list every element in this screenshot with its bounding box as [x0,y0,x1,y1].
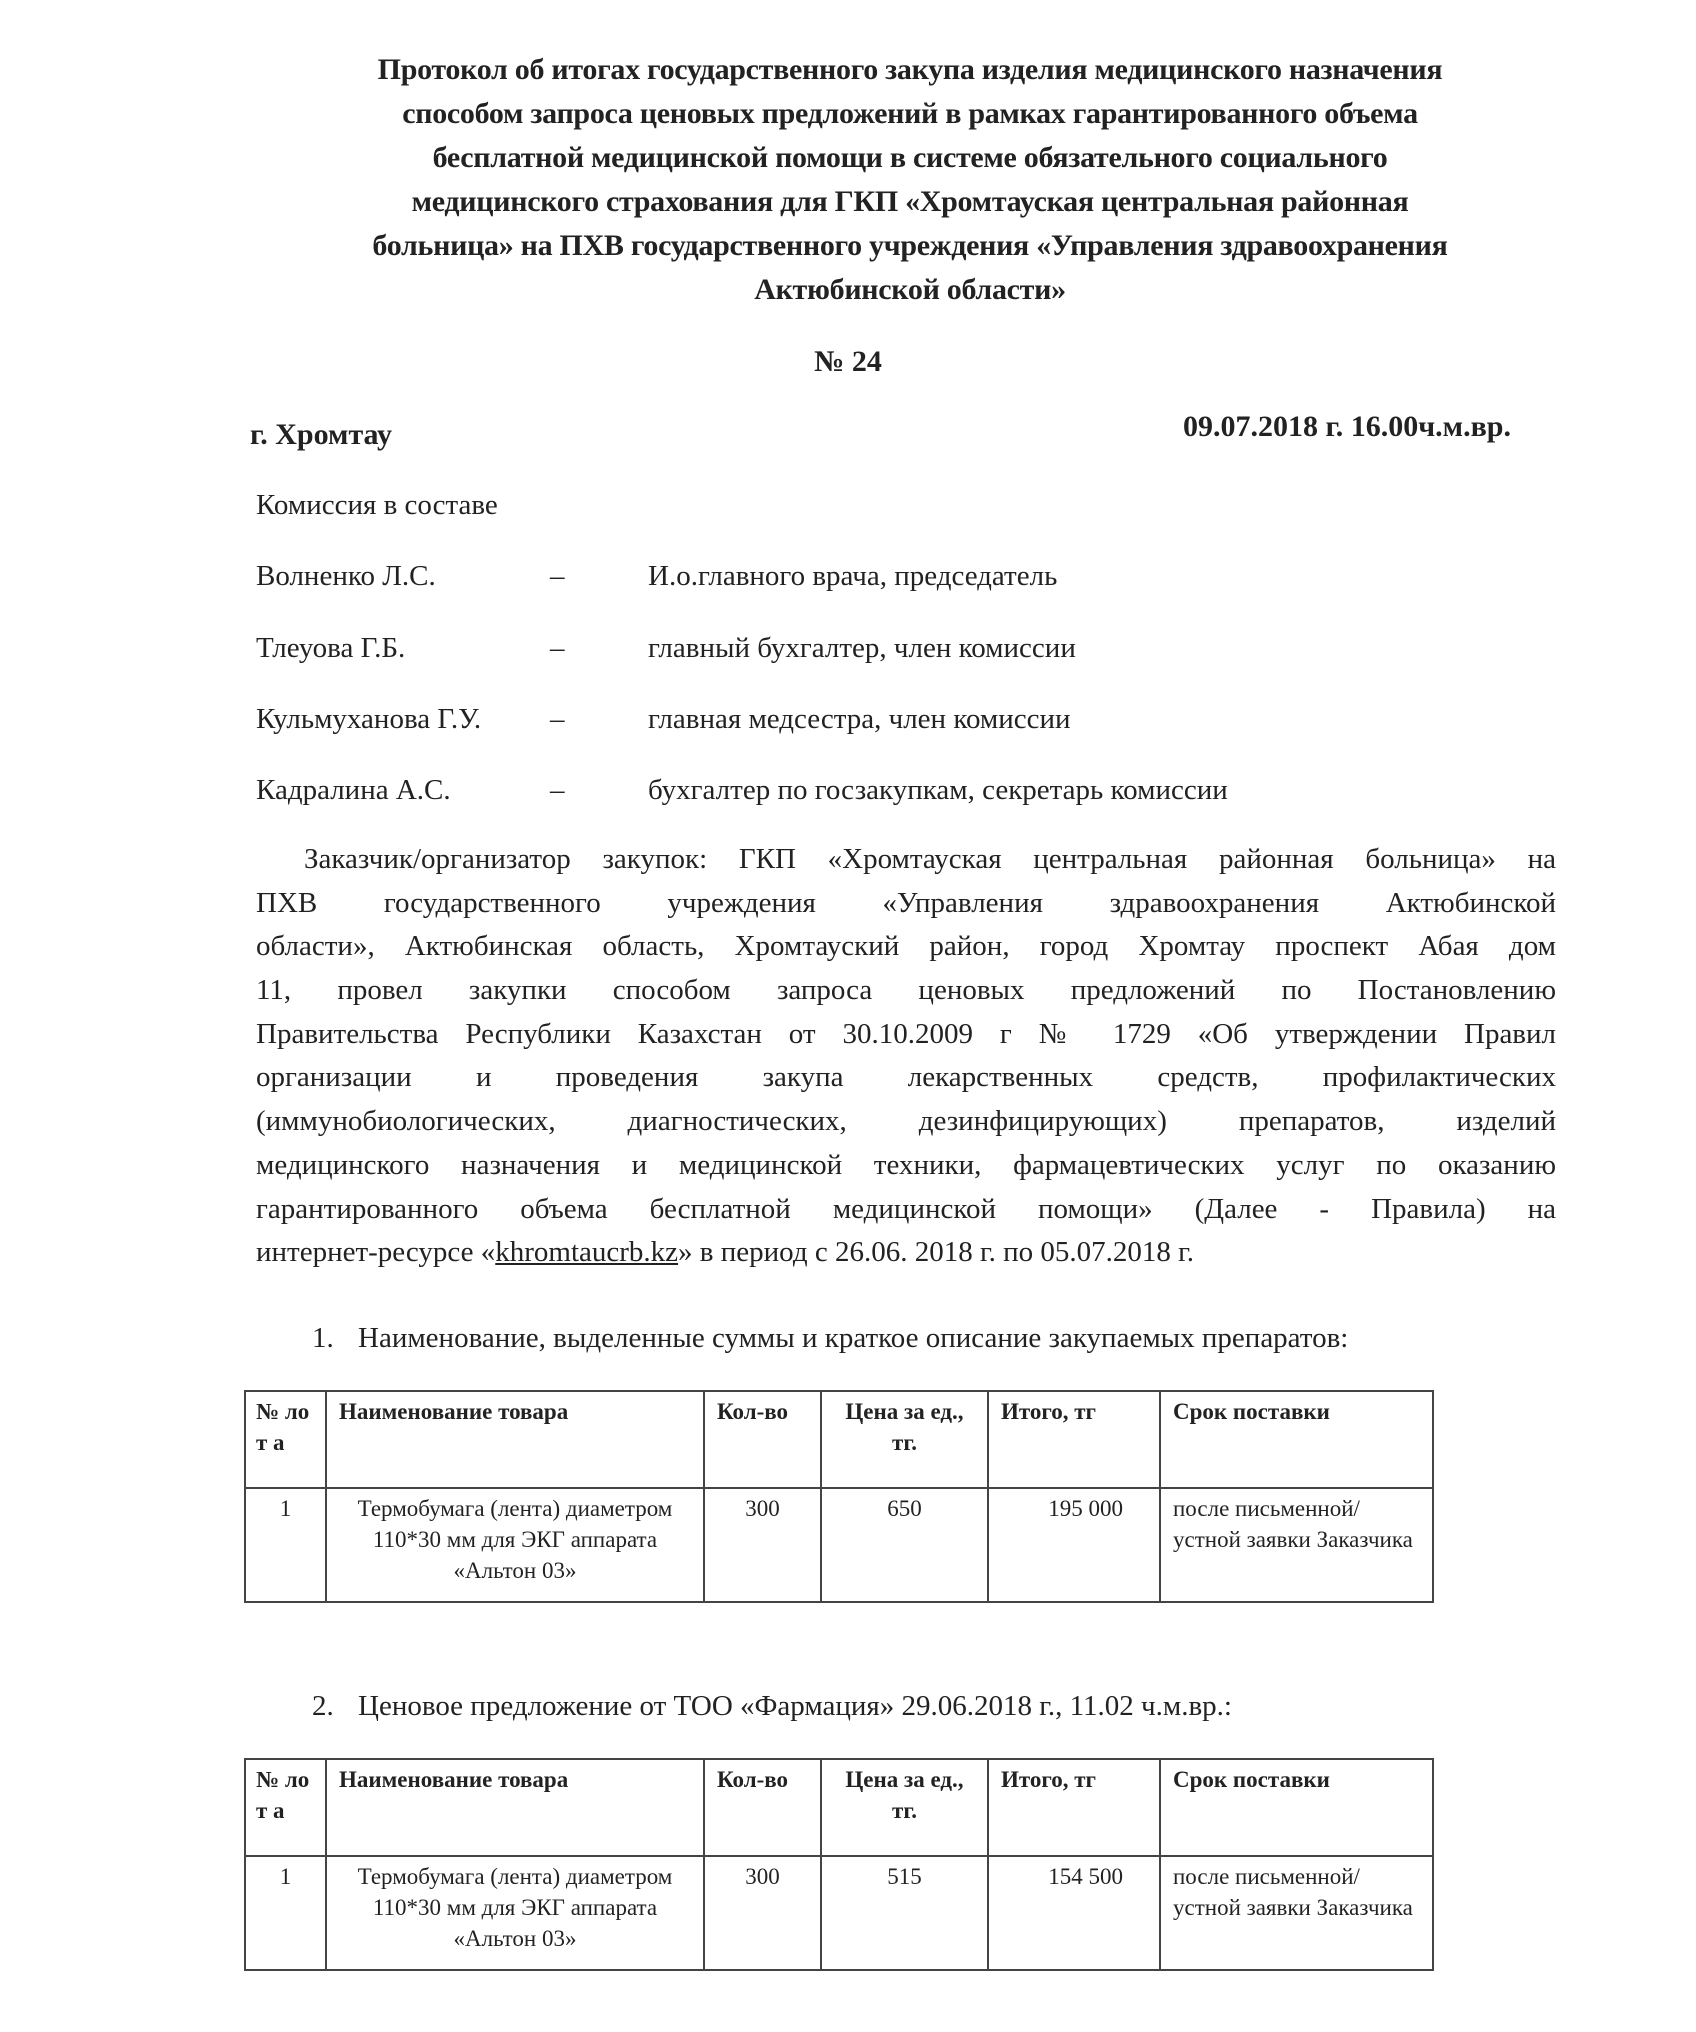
section-number: 1. [312,1322,334,1354]
header-name: Наименование товара [326,1391,704,1488]
member-role: главная медсестра, член комиссии [648,703,1071,735]
website-link[interactable]: khromtaucrb.kz [495,1236,679,1269]
header-delivery: Срок поставки [1160,1759,1433,1856]
title-line: бесплатной медицинской помощи в системе обязательного социального [432,141,1388,174]
commission-member [256,703,1456,743]
table-header-row [245,1759,1433,1856]
commission-member [256,632,1456,672]
table-row [245,1488,1433,1602]
member-name: Тлеуова Г.Б. [256,632,406,664]
header-name: Наименование товара [326,1759,704,1856]
member-name: Кульмуханова Г.У. [256,703,482,735]
paragraph-line: области», Актюбинская область, Хромтауский район, город Хромтау проспект Абая дом [256,930,1556,963]
text: » в период с 26.06. 2018 г. по 05.07.2018 г. [678,1236,1194,1269]
member-dash: – [550,632,565,664]
section-2-heading [312,1690,1232,1723]
commission-member [256,774,1456,814]
commission-member [256,560,1456,600]
cell-qty: 300 [704,1856,821,1970]
title-line: медицинского страхования для ГКП «Хромтауская центральная районная [411,185,1409,218]
header-qty: Кол-во [704,1391,821,1488]
paragraph-line: 11, провел закупки способом запроса ценовых предложений по Постановлению [256,974,1556,1007]
section-number: 2. [312,1690,334,1722]
header-lot: № лот а [245,1759,326,1856]
cell-qty: 300 [704,1488,821,1602]
paragraph-line: гарантированного объема бесплатной медицинской помощи» (Далее - Правила) на [256,1192,1556,1225]
member-dash: – [550,774,565,806]
customer-paragraph [256,838,1556,1275]
paragraph-line: (иммунобиологических, диагностических, дезинфицирующих) препаратов, изделий [256,1105,1556,1138]
cell-price: 650 [821,1488,988,1602]
cell-name: Термобумага (лента) диаметром 110*30 мм для ЭКГ аппарата «Альтон 03» [326,1488,704,1602]
member-role: И.о.главного врача, председатель [648,560,1058,592]
commission-label: Комиссия в составе [256,489,498,521]
header-total: Итого, тг [988,1391,1160,1488]
title-line: способом запроса ценовых предложений в рамках гарантированного объема [402,97,1418,130]
header-total: Итого, тг [988,1759,1160,1856]
header-price: Цена за ед., тг. [821,1759,988,1856]
member-dash: – [550,560,565,592]
paragraph-line: Правительства Республики Казахстан от 30.10.2009 г № 1729 «Об утверждении Правил [256,1017,1556,1050]
cell-delivery: после письменной/устной заявки Заказчика [1160,1856,1433,1970]
title-line: Актюбинской области» [754,273,1066,306]
paragraph-line: Заказчик/организатор закупок: ГКП «Хромтауская центральная районная больница» на [304,843,1556,875]
protocol-datetime: 09.07.2018 г. 16.00ч.м.вр. [1183,410,1511,443]
paragraph-line: ПХВ государственного учреждения «Управления здравоохранения Актюбинской [256,886,1556,919]
table-row [245,1856,1433,1970]
document-title [280,48,1540,312]
section-text: Наименование, выделенные суммы и краткое описание закупаемых препаратов: [358,1322,1349,1354]
allocated-items-table [244,1390,1434,1603]
city: г. Хромтау [250,418,393,451]
header-price: Цена за ед., тг. [821,1391,988,1488]
paragraph-line: медицинского назначения и медицинской техники, фармацевтических услуг по оказанию [256,1148,1556,1181]
cell-price: 515 [821,1856,988,1970]
cell-total: 154 500 [988,1856,1160,1970]
member-role: главный бухгалтер, член комиссии [648,632,1076,664]
header-qty: Кол-во [704,1759,821,1856]
member-role: бухгалтер по госзакупкам, секретарь комиссии [648,774,1228,806]
cell-total: 195 000 [988,1488,1160,1602]
member-name: Кадралина А.С. [256,774,451,806]
member-dash: – [550,703,565,735]
paragraph-line: организации и проведения закупа лекарственных средств, профилактических [256,1061,1556,1094]
section-text: Ценовое предложение от ТОО «Фармация» 29.06.2018 г., 11.02 ч.м.вр.: [358,1690,1232,1722]
table-header-row [245,1391,1433,1488]
cell-lot: 1 [245,1856,326,1970]
paragraph-line [256,1231,1556,1275]
cell-lot: 1 [245,1488,326,1602]
protocol-number: № 24 [814,345,882,378]
section-1-heading [312,1322,1348,1355]
header-delivery: Срок поставки [1160,1391,1433,1488]
cell-name: Термобумага (лента) диаметром 110*30 мм для ЭКГ аппарата «Альтон 03» [326,1856,704,1970]
title-line: Протокол об итогах государственного закупа изделия медицинского назначения [377,53,1443,86]
cell-delivery: после письменной/устной заявки Заказчика [1160,1488,1433,1602]
price-offer-table [244,1758,1434,1971]
header-lot: № лот а [245,1391,326,1488]
text: интернет-ресурсе « [256,1236,496,1269]
member-name: Волненко Л.С. [256,560,436,592]
title-line: больница» на ПХВ государственного учреждения «Управления здравоохранения [372,229,1448,262]
